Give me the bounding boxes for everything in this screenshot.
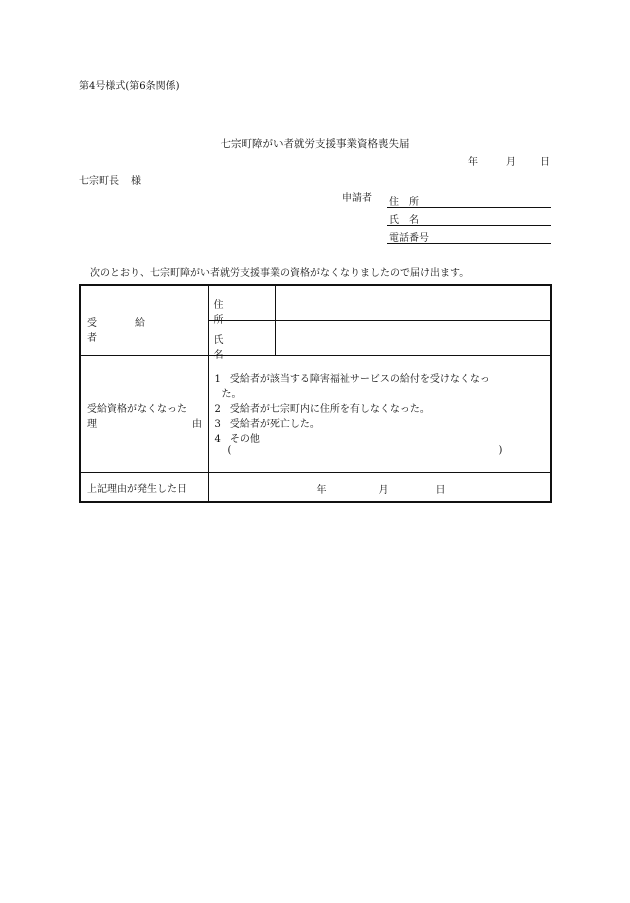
reason-option-1[interactable] <box>215 370 490 385</box>
form-number-label: 第4号様式(第6条関係) <box>79 81 180 92</box>
addressee-honorific: 様 <box>131 176 141 187</box>
reason-option-1-continuation: た。 <box>221 389 242 400</box>
recipient-name-field[interactable] <box>275 321 551 356</box>
reason-label-ri: 理 <box>87 419 97 430</box>
applicant-phone-line[interactable] <box>387 229 551 244</box>
reason-option-4-number: 4 <box>214 434 221 445</box>
loss-notification-table <box>79 284 552 503</box>
applicant-label: 申請者 <box>342 193 372 204</box>
reason-option-4[interactable] <box>215 430 260 445</box>
reason-option-3-text: 受給者が死亡した。 <box>229 419 320 430</box>
reason-option-2[interactable] <box>215 400 430 415</box>
reason-option-4-text: その他 <box>229 434 260 445</box>
applicant-name-line[interactable] <box>387 211 551 226</box>
document-title: 七宗町障がい者就労支援事業資格喪失届 <box>220 138 410 150</box>
recipient-address-field[interactable] <box>275 285 551 321</box>
applicant-phone-label: 電話番号 <box>389 233 429 244</box>
recipient-label: 受給者 <box>87 318 183 344</box>
reason-options-cell <box>208 356 551 473</box>
lead-text: 次のとおり、七宗町障がい者就労支援事業の資格がなくなりましたので届け出ます。 <box>90 268 470 279</box>
addressee-name: 七宗町長 <box>79 176 119 187</box>
reason-option-3-number: 3 <box>214 419 221 430</box>
recipient-name-label-cell <box>208 321 275 361</box>
recipient-address-label-cell <box>208 285 275 326</box>
reason-label-line1: 受給資格がなくなった <box>87 404 187 415</box>
recipient-address-label: 住所 <box>213 300 246 326</box>
date-day-label: 日 <box>540 157 550 168</box>
occurred-date-label: 上記理由が発生した日 <box>87 483 187 495</box>
recipient-label-cell <box>80 285 208 356</box>
other-reason-field[interactable] <box>239 445 489 457</box>
applicant-name-label: 氏名 <box>389 215 429 226</box>
occurred-month-label: 月 <box>378 485 389 496</box>
reason-option-3[interactable] <box>215 415 320 430</box>
date-month-label: 月 <box>506 157 516 168</box>
reason-option-2-number: 2 <box>214 404 221 415</box>
occurred-day-label: 日 <box>435 485 446 496</box>
reason-label-cell <box>80 356 208 473</box>
reason-option-1-text: 受給者が該当する障害福祉サービスの給付を受けなくなっ <box>229 374 490 385</box>
applicant-address-line[interactable] <box>387 193 551 208</box>
other-reason-open-paren: ( <box>227 445 232 456</box>
other-reason-close-paren: ) <box>498 445 503 456</box>
addressee <box>79 176 141 188</box>
recipient-name-label: 氏名 <box>213 335 246 361</box>
occurred-year-label: 年 <box>316 485 327 496</box>
reason-option-2-text: 受給者が七宗町内に住所を有しなくなった。 <box>229 404 430 415</box>
occurred-date-field[interactable] <box>208 473 551 503</box>
applicant-address-label: 住所 <box>389 197 429 208</box>
date-year-label: 年 <box>468 157 478 168</box>
occurred-date-label-cell <box>80 473 208 503</box>
reason-label-yu: 由 <box>192 419 202 430</box>
reason-option-1-number: 1 <box>214 374 221 385</box>
